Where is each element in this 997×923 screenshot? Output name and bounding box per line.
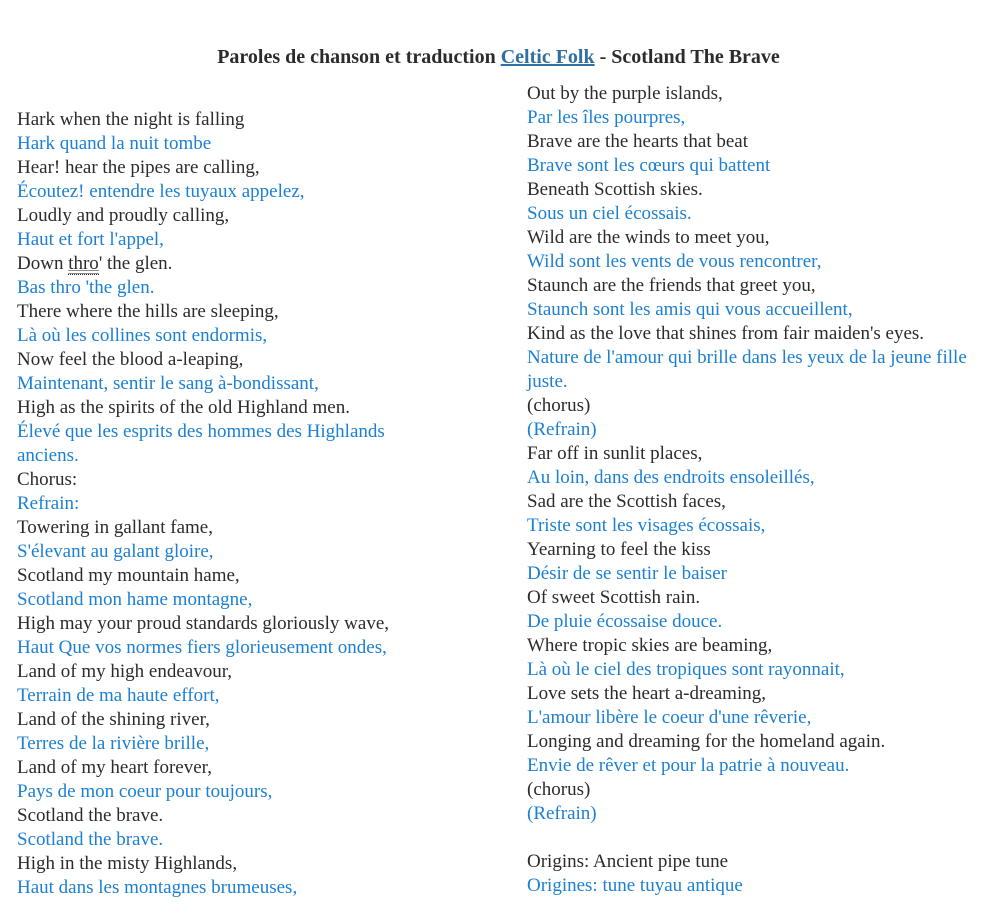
lyric-line xyxy=(17,252,497,276)
translation-line: De pluie écossaise douce. xyxy=(527,611,723,632)
lyric-fragment: Down xyxy=(17,253,69,274)
lyric-line: Kind as the love that shines from fair maiden's eyes. xyxy=(527,323,925,344)
translation-line: Brave sont les cœurs qui battent xyxy=(527,155,771,176)
translation-line: Hark quand la nuit tombe xyxy=(17,133,212,154)
title-suffix: - Scotland The Brave xyxy=(594,46,780,68)
lyric-line: Sad are the Scottish faces, xyxy=(527,491,726,512)
chorus-marker: (chorus) xyxy=(527,779,591,800)
chorus-marker-translation: (Refrain) xyxy=(527,803,597,824)
translation-line: Bas thro 'the glen. xyxy=(17,277,155,298)
lyric-line: Out by the purple islands, xyxy=(527,83,723,104)
lyric-line: There where the hills are sleeping, xyxy=(17,301,279,322)
translation-line: Haut et fort l'appel, xyxy=(17,229,164,250)
artist-link[interactable]: Celtic Folk xyxy=(500,46,595,68)
translation-line: Envie de rêver et pour la patrie à nouveau. xyxy=(527,755,850,776)
translation-line: Terres de la rivière brille, xyxy=(17,733,210,754)
page-title xyxy=(0,45,997,69)
spellcheck-word: thro xyxy=(68,253,99,274)
lyrics-column-right xyxy=(527,82,987,898)
lyric-line: High may your proud standards gloriously wave, xyxy=(17,613,390,634)
lyric-line: Now feel the blood a-leaping, xyxy=(17,349,244,370)
spacer xyxy=(527,826,987,850)
lyric-line: Of sweet Scottish rain. xyxy=(527,587,701,608)
lyric-line: Towering in gallant fame, xyxy=(17,517,213,538)
translation-line: L'amour libère le coeur d'une rêverie, xyxy=(527,707,812,728)
lyric-line: Scotland my mountain hame, xyxy=(17,565,240,586)
translation-line: Haut Que vos normes fiers glorieusement ondes, xyxy=(17,637,387,658)
lyric-line: High in the misty Highlands, xyxy=(17,853,238,874)
origins-line: Origins: Ancient pipe tune xyxy=(527,851,729,872)
lyric-line: Land of the shining river, xyxy=(17,709,210,730)
lyric-line: Yearning to feel the kiss xyxy=(527,539,711,560)
chorus-marker-translation: (Refrain) xyxy=(527,419,597,440)
translation-line: Nature de l'amour qui brille dans les yeux de la jeune fille juste. xyxy=(527,347,967,392)
lyric-line: Brave are the hearts that beat xyxy=(527,131,749,152)
translation-line: Triste sont les visages écossais, xyxy=(527,515,766,536)
chorus-label: Chorus: xyxy=(17,469,78,490)
lyric-fragment: ' the glen. xyxy=(98,253,173,274)
lyric-line: Staunch are the friends that greet you, xyxy=(527,275,816,296)
translation-line: Là où le ciel des tropiques sont rayonnait, xyxy=(527,659,845,680)
translation-line: Maintenant, sentir le sang à-bondissant, xyxy=(17,373,319,394)
translation-line: Par les îles pourpres, xyxy=(527,107,686,128)
translation-line: Scotland the brave. xyxy=(17,829,164,850)
translation-line: Écoutez! entendre les tuyaux appelez, xyxy=(17,181,305,202)
translation-line: Au loin, dans des endroits ensoleillés, xyxy=(527,467,815,488)
chorus-marker: (chorus) xyxy=(527,395,591,416)
origins-translation: Origines: tune tuyau antique xyxy=(527,875,743,896)
lyric-line: Wild are the winds to meet you, xyxy=(527,227,770,248)
lyric-line: Beneath Scottish skies. xyxy=(527,179,703,200)
lyric-line: High as the spirits of the old Highland men. xyxy=(17,397,350,418)
lyric-line: Longing and dreaming for the homeland again. xyxy=(527,731,886,752)
lyric-line: Land of my high endeavour, xyxy=(17,661,233,682)
chorus-label-translation: Refrain: xyxy=(17,493,80,514)
translation-line: S'élevant au galant gloire, xyxy=(17,541,214,562)
translation-line: Élevé que les esprits des hommes des Highlands anciens. xyxy=(17,421,385,466)
translation-line: Désir de se sentir le baiser xyxy=(527,563,727,584)
lyric-line: Loudly and proudly calling, xyxy=(17,205,230,226)
lyric-line: Love sets the heart a-dreaming, xyxy=(527,683,766,704)
translation-line: Sous un ciel écossais. xyxy=(527,203,692,224)
translation-line: Scotland mon hame montagne, xyxy=(17,589,253,610)
lyric-line: Hark when the night is falling xyxy=(17,109,245,130)
translation-line: Wild sont les vents de vous rencontrer, xyxy=(527,251,822,272)
translation-line: Staunch sont les amis qui vous accueillent, xyxy=(527,299,853,320)
lyric-line: Hear! hear the pipes are calling, xyxy=(17,157,260,178)
lyric-line: Land of my heart forever, xyxy=(17,757,212,778)
lyric-line: Scotland the brave. xyxy=(17,805,164,826)
translation-line: Haut dans les montagnes brumeuses, xyxy=(17,877,298,898)
translation-line: Terrain de ma haute effort, xyxy=(17,685,220,706)
translation-line: Là où les collines sont endormis, xyxy=(17,325,268,346)
lyric-line: Where tropic skies are beaming, xyxy=(527,635,773,656)
title-prefix: Paroles de chanson et traduction xyxy=(217,46,501,68)
lyrics-column-left xyxy=(17,108,497,900)
lyric-line: Far off in sunlit places, xyxy=(527,443,703,464)
translation-line: Pays de mon coeur pour toujours, xyxy=(17,781,273,802)
